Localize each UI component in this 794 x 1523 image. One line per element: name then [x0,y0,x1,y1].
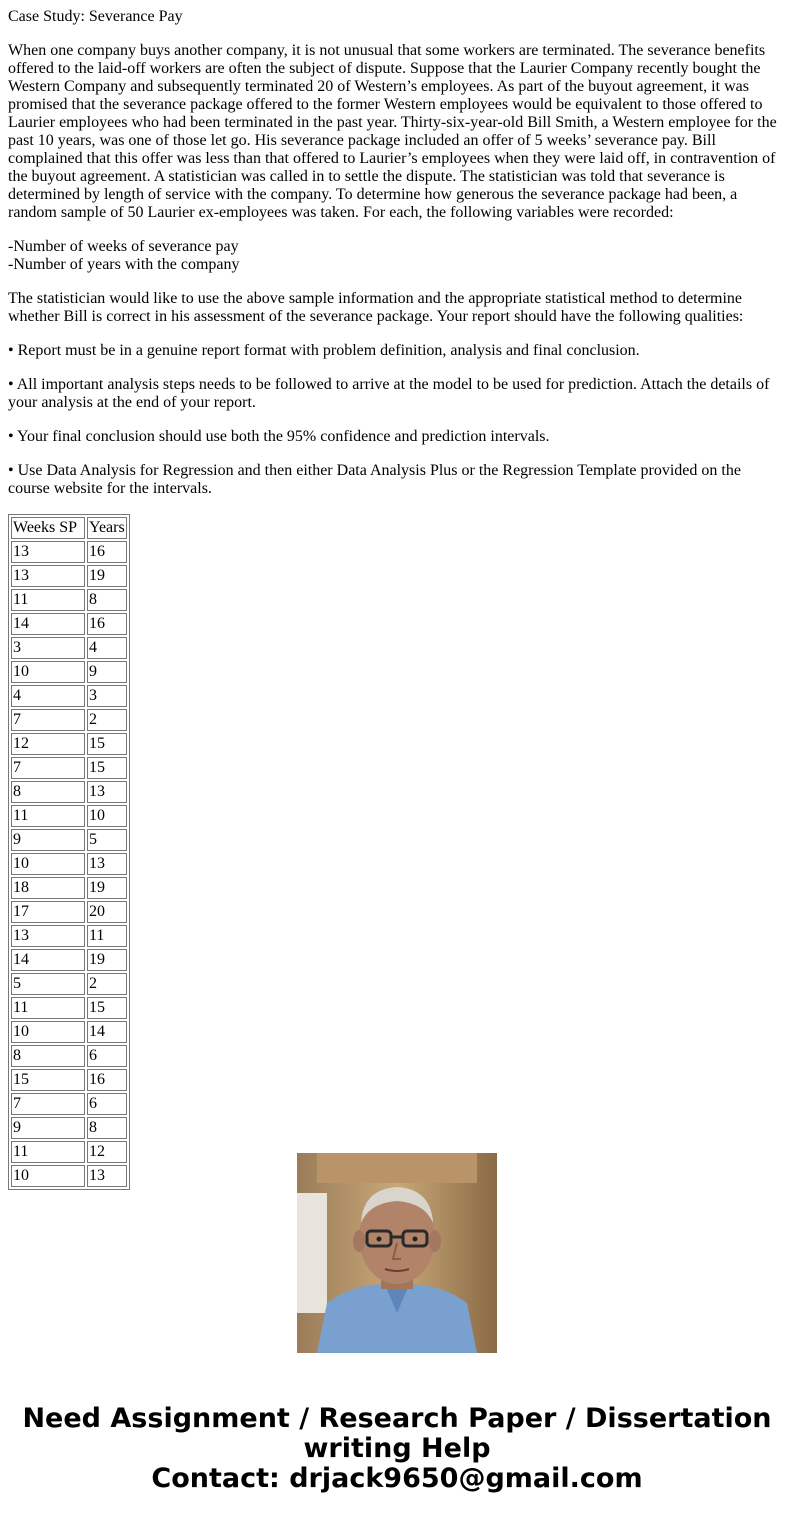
table-row [11,757,127,779]
header-weeks-sp: Weeks SP [11,517,85,539]
table-row [11,709,127,731]
cell-years: 2 [87,709,127,731]
cell-years: 19 [87,949,127,971]
cell-years: 4 [87,637,127,659]
table-row [11,1117,127,1139]
table-row [11,589,127,611]
cell-weeks-sp: 7 [11,709,85,731]
cell-years: 13 [87,781,127,803]
cell-weeks-sp: 5 [11,973,85,995]
table-row [11,685,127,707]
cell-years: 19 [87,565,127,587]
cell-years: 15 [87,733,127,755]
cell-weeks-sp: 18 [11,877,85,899]
table-row [11,1021,127,1043]
intro-paragraph: When one company buys another company, it is not unusual that some workers are terminated. The severance benefits offered to the laid-off workers are often the subject of dispute. Suppose that the Laurier Company recently bought the Western Company and subsequently terminated 20 of Western’s employees. As part of the buyout agreement, it was promised that the severance package offered to the former Western employees would be equivalent to those offered to Laurier employees who had been terminated in the past year. Thirty-six-year-old Bill Smith, a Western employee for the past 10 years, was one of those let go. His severance package included an offer of 5 weeks’ severance pay. Bill complained that this offer was less than that offered to Laurier’s employees when they were laid off, in contravention of the buyout agreement. A statistician was called in to settle the dispute. The statistician was told that severance is determined by length of service with the company. To determine how generous the severance package had been, a random sample of 50 Laurier ex-employees was taken. For each, the following variables were recorded: [8,42,777,221]
promo-banner [0,1404,794,1494]
table-row [11,1093,127,1115]
cell-years: 8 [87,589,127,611]
cell-weeks-sp: 10 [11,1021,85,1043]
cell-weeks-sp: 8 [11,1045,85,1067]
table-row [11,829,127,851]
table-row [11,925,127,947]
cell-years: 10 [87,805,127,827]
cell-years: 16 [87,541,127,563]
table-row [11,805,127,827]
table-row [11,901,127,923]
cell-years: 9 [87,661,127,683]
cell-weeks-sp: 9 [11,829,85,851]
cell-years: 13 [87,1165,127,1187]
cell-years: 16 [87,613,127,635]
cell-weeks-sp: 9 [11,1117,85,1139]
table-row [11,541,127,563]
table-row [11,661,127,683]
bullet-analysis-steps: • All important analysis steps needs to be followed to arrive at the model to be used for prediction. Attach the details of your analysis at the end of your report. [8,376,770,411]
document-body [8,8,784,1184]
table-row [11,853,127,875]
cell-weeks-sp: 11 [11,997,85,1019]
cell-years: 8 [87,1117,127,1139]
table-row [11,973,127,995]
promo-line-2: writing Help [303,1433,491,1464]
table-row [11,1069,127,1091]
cell-weeks-sp: 8 [11,781,85,803]
cell-years: 15 [87,757,127,779]
table-row [11,877,127,899]
table-row [11,1141,127,1163]
table-row [11,1045,127,1067]
table-body [11,541,127,1187]
table-row [11,565,127,587]
bullet-intervals: • Your final conclusion should use both the 95% confidence and prediction intervals. [8,428,550,445]
cell-weeks-sp: 7 [11,757,85,779]
cell-weeks-sp: 10 [11,661,85,683]
cell-weeks-sp: 10 [11,853,85,875]
cell-years: 2 [87,973,127,995]
variable-years: -Number of years with the company [8,256,240,273]
cell-weeks-sp: 14 [11,949,85,971]
variables-list [8,238,784,274]
cell-years: 16 [87,1069,127,1091]
cell-weeks-sp: 7 [11,1093,85,1115]
table-row [11,637,127,659]
person-photo-icon [297,1153,497,1353]
data-table-container [8,514,784,1184]
cell-years: 5 [87,829,127,851]
cell-weeks-sp: 11 [11,589,85,611]
cell-years: 3 [87,685,127,707]
cell-weeks-sp: 11 [11,805,85,827]
promo-contact: Contact: drjack9650@gmail.com [151,1463,643,1494]
cell-weeks-sp: 11 [11,1141,85,1163]
table-row [11,949,127,971]
cell-weeks-sp: 13 [11,541,85,563]
cell-years: 11 [87,925,127,947]
cell-years: 12 [87,1141,127,1163]
document-title: Case Study: Severance Pay [8,8,183,25]
cell-years: 19 [87,877,127,899]
cell-years: 13 [87,853,127,875]
table-row [11,613,127,635]
cell-years: 14 [87,1021,127,1043]
header-years: Years [87,517,127,539]
bullet-data-analysis: • Use Data Analysis for Regression and then either Data Analysis Plus or the Regression Template provided on the course website for the intervals. [8,462,741,497]
cell-weeks-sp: 12 [11,733,85,755]
cell-years: 6 [87,1045,127,1067]
bullet-report-format: • Report must be in a genuine report format with problem definition, analysis and final conclusion. [8,342,640,359]
cell-weeks-sp: 17 [11,901,85,923]
author-avatar [297,1153,497,1353]
table-row [11,733,127,755]
cell-years: 6 [87,1093,127,1115]
cell-years: 20 [87,901,127,923]
promo-line-1: Need Assignment / Research Paper / Dissertation [22,1403,772,1434]
table-row [11,997,127,1019]
table-row [11,1165,127,1187]
table-header-row [11,517,127,539]
task-paragraph: The statistician would like to use the above sample information and the appropriate statistical method to determine whether Bill is correct in his assessment of the severance package. Your report should have the following qualities: [8,290,744,325]
data-table [8,514,130,1190]
table-row [11,781,127,803]
cell-years: 15 [87,997,127,1019]
variable-weeks: -Number of weeks of severance pay [8,238,239,255]
cell-weeks-sp: 15 [11,1069,85,1091]
cell-weeks-sp: 13 [11,565,85,587]
cell-weeks-sp: 4 [11,685,85,707]
cell-weeks-sp: 10 [11,1165,85,1187]
cell-weeks-sp: 13 [11,925,85,947]
cell-weeks-sp: 3 [11,637,85,659]
cell-weeks-sp: 14 [11,613,85,635]
